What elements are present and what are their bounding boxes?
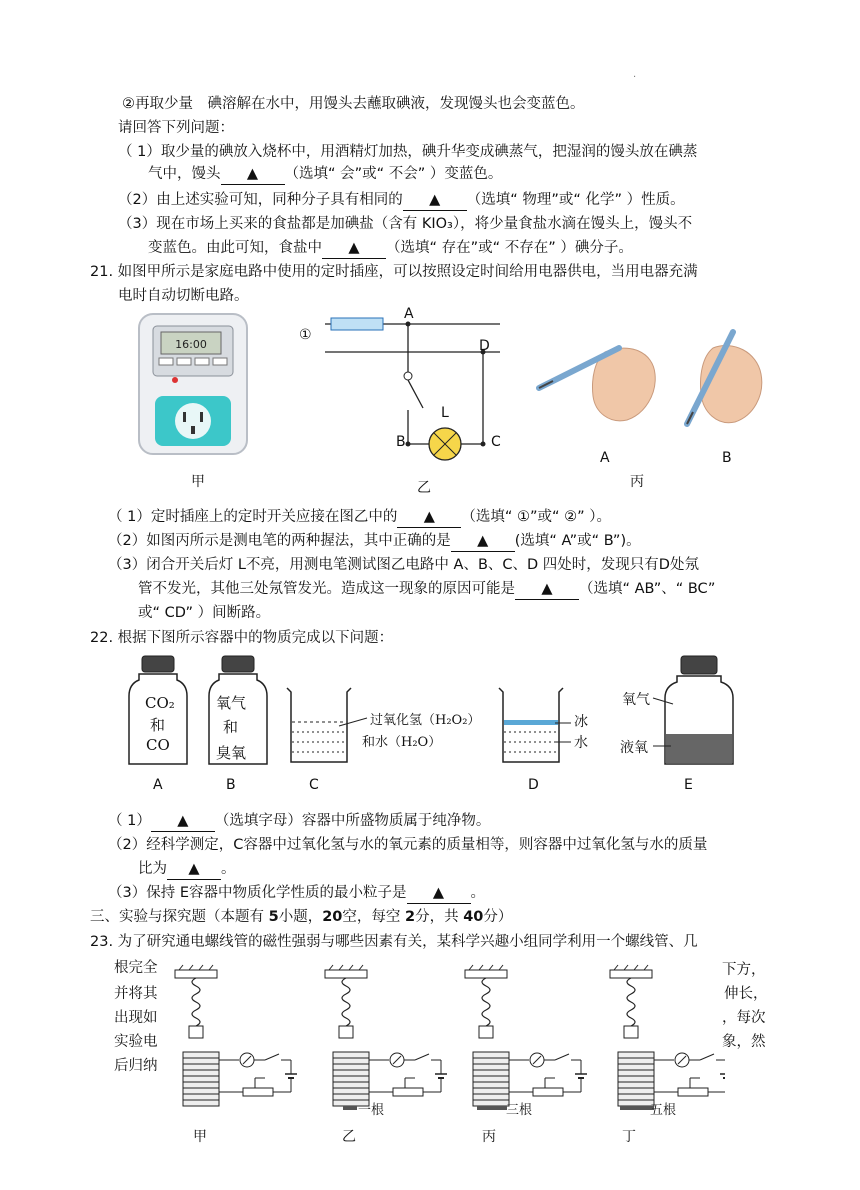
answer-blank[interactable]: ▲ — [515, 579, 579, 600]
q20-p1-line1: （ 1）取少量的碘放入烧杯中，用酒精灯加热，碘升华变成碘蒸气，把湿润的馒头放在碘蒸 — [118, 144, 698, 160]
beaker-C-label1: 过氧化氢（H₂O₂） — [370, 713, 481, 728]
fig-caption-23-yi: 乙 — [342, 1129, 356, 1145]
socket-time: 16:00 — [175, 338, 207, 351]
bottle-A-text1: CO₂ — [145, 694, 175, 712]
label-pen-B: B — [722, 450, 732, 466]
solenoid-bing — [465, 965, 587, 1106]
socket-key — [177, 358, 191, 365]
q22-p3 — [108, 883, 485, 904]
socket-key — [213, 358, 227, 365]
text: 分） — [483, 909, 513, 925]
bottle-A-text3: CO — [146, 736, 170, 754]
text: （ 1） — [108, 813, 151, 829]
text: 分，共 — [415, 909, 464, 925]
label-L: L — [441, 405, 449, 421]
text: （ 1）定时插座上的定时开关应接在图乙中的 — [108, 509, 398, 525]
solenoid-figures — [165, 960, 725, 1110]
q20-prompt: 请回答下列问题： — [118, 120, 234, 136]
text: 小题， — [278, 909, 323, 925]
text: 空，每空 — [342, 909, 405, 925]
fig-caption-23-bing: 丙 — [482, 1129, 496, 1145]
text: （选填“ 会”或“ 不会” ）变蓝色。 — [284, 166, 503, 182]
fuse — [331, 318, 383, 330]
q22-p2-line2 — [138, 859, 236, 880]
q23-frag-right: 下方， — [722, 962, 766, 978]
label-C: C — [491, 434, 501, 450]
answer-blank[interactable]: ▲ — [397, 507, 461, 528]
container-letter-D: D — [528, 777, 539, 793]
text: （选填“ AB”、“ BC” — [579, 581, 716, 597]
container-letter-E: E — [684, 777, 693, 793]
q20-step2: ②再取少量 碘溶解在水中，用馒头去蘸取碘液，发现馒头也会变蓝色。 — [122, 96, 585, 112]
q20-p3-line2 — [148, 238, 633, 259]
text: 三、实验与探究题（本题有 — [90, 909, 269, 925]
count: 2 — [405, 909, 416, 925]
hand-A — [539, 348, 655, 421]
answer-blank[interactable]: ▲ — [322, 238, 386, 259]
text: 。 — [221, 861, 236, 877]
solenoid-ding — [610, 965, 725, 1106]
beaker-D — [499, 688, 571, 762]
text: （选填“ ①”或“ ②” ）。 — [461, 509, 611, 525]
q20-p3-line1: （3）现在市场上买来的食盐都是加碘盐（含有 KIO₃），将少量食盐水滴在馒头上，馒头不 — [118, 216, 693, 232]
q21-p3-line2 — [138, 579, 715, 600]
answer-blank[interactable]: ▲ — [403, 190, 467, 211]
container-letter-C: C — [309, 777, 319, 793]
q21-p2 — [108, 531, 641, 552]
answer-blank[interactable]: ▲ — [221, 164, 285, 185]
bottle-B-text3: 臭氧 — [216, 744, 247, 762]
q20-p1-line2 — [148, 164, 502, 185]
q21-stem-line2: 电时自动切断电路。 — [118, 288, 249, 304]
text: （选填字母）容器中所盛物质属于纯净物。 — [214, 813, 491, 829]
timer-socket-figure — [135, 312, 255, 462]
core-label-one: 一根 — [358, 1103, 385, 1118]
label-D: D — [479, 338, 490, 354]
q23-frag-right: ，每次 — [722, 1010, 766, 1026]
q23-frag-left: 实验电 — [114, 1034, 158, 1050]
node-A — [406, 322, 411, 327]
text: (选填“ A”或“ B”)。 — [514, 533, 641, 549]
iron-core-3 — [477, 1106, 507, 1110]
bottle-E-liquid-oxygen: 液氧 — [620, 740, 648, 756]
answer-blank[interactable]: ▲ — [407, 883, 471, 904]
iron-core-1 — [343, 1106, 357, 1110]
switch-contact — [404, 372, 412, 380]
text: （选填“ 存在”或“ 不存在” ）碘分子。 — [386, 240, 633, 256]
fig-caption-yi: 乙 — [417, 480, 431, 496]
solenoid-jia — [175, 965, 297, 1106]
corner-mark: · — [633, 72, 637, 83]
q22-p2-line1: （2）经科学测定，C容器中过氧化氢与水的氧元素的质量相等，则容器中过氧化氢与水的质量 — [108, 837, 708, 853]
count: 20 — [322, 909, 343, 925]
beaker-D-ice: 冰 — [574, 714, 588, 730]
label-circle-1: ① — [299, 327, 312, 343]
core-label-three: 三根 — [506, 1103, 533, 1118]
switch-blade — [408, 380, 423, 408]
answer-blank[interactable]: ▲ — [451, 531, 515, 552]
q22-stem: 22. 根据下图所示容器中的物质完成以下问题： — [90, 630, 394, 646]
q21-stem-line1: 21. 如图甲所示是家庭电路中使用的定时插座，可以按照设定时间给用电器供电，当用电器充满 — [90, 264, 698, 280]
q21-p3-line3: 或“ CD” ）间断路。 — [138, 605, 271, 621]
count: 5 — [268, 909, 279, 925]
container-letter-B: B — [226, 777, 236, 793]
answer-blank[interactable]: ▲ — [151, 811, 215, 832]
beaker-C — [287, 688, 367, 762]
q23-stem-line1: 23. 为了研究通电螺线管的磁性强弱与哪些因素有关，某科学兴趣小组同学利用一个螺线管、几 — [90, 934, 698, 950]
outlet-hole — [183, 412, 186, 422]
q20-p2 — [118, 190, 685, 211]
text: （2）由上述实验可知，同种分子具有相同的 — [118, 192, 403, 208]
label-B: B — [396, 434, 406, 450]
fig-caption-23-ding: 丁 — [622, 1129, 636, 1145]
bottle-B-text2: 和 — [223, 718, 239, 736]
bottle-E — [653, 656, 733, 764]
text: 。 — [470, 885, 485, 901]
container-letter-A: A — [153, 777, 163, 793]
q21-p3-line1: （3）闭合开关后灯 L不亮，用测电笔测试图乙电路中 A、B、C、D 四处时，发现只有D处氖 — [108, 557, 699, 573]
beaker-C-label2: 和水（H₂O） — [362, 735, 442, 750]
core-label-five: 五根 — [650, 1103, 677, 1118]
node-B — [406, 442, 411, 447]
iron-core-5 — [620, 1106, 654, 1110]
text: 气中，馒头 — [148, 166, 221, 182]
text: 比为 — [138, 861, 167, 877]
q23-frag-left: 后归纳 — [114, 1058, 158, 1074]
q23-frag-left: 根完全 — [114, 960, 158, 976]
label-A: A — [404, 306, 414, 322]
socket-key — [159, 358, 173, 365]
text: 变蓝色。由此可知，食盐中 — [148, 240, 322, 256]
q21-p1 — [108, 507, 611, 528]
text: 管不发光，其他三处氖管发光。造成这一现象的原因可能是 — [138, 581, 515, 597]
fig-caption-jia: 甲 — [191, 474, 205, 490]
fig-caption-23-jia: 甲 — [193, 1129, 207, 1145]
solenoid-yi — [325, 965, 447, 1106]
socket-key — [195, 358, 209, 365]
outlet-hole — [191, 426, 195, 434]
q23-frag-right: 伸长， — [724, 986, 768, 1002]
text: （3）保持 E容器中物质化学性质的最小粒子是 — [108, 885, 407, 901]
q23-frag-left: 出现如 — [114, 1010, 158, 1026]
outlet-hole — [200, 412, 203, 422]
count: 40 — [463, 909, 484, 925]
label-pen-A: A — [600, 450, 610, 466]
bottle-E-oxygen: 氧气 — [622, 692, 650, 708]
text: （选填“ 物理”或“ 化学” ）性质。 — [466, 192, 685, 208]
q23-frag-right: 象，然 — [722, 1034, 766, 1050]
beaker-D-water: 水 — [574, 735, 588, 751]
text: （2）如图丙所示是测电笔的两种握法，其中正确的是 — [108, 533, 451, 549]
bottle-A-text2: 和 — [150, 716, 166, 734]
answer-blank[interactable]: ▲ — [167, 859, 221, 880]
q22-p1 — [108, 811, 490, 832]
node-C — [481, 442, 486, 447]
q23-frag-left: 并将其 — [114, 986, 158, 1002]
socket-led — [172, 377, 178, 383]
hand-B — [687, 332, 762, 424]
section3-heading — [90, 907, 512, 927]
bottle-B-text1: 氧气 — [216, 694, 247, 712]
fig-caption-bing: 丙 — [630, 474, 644, 490]
test-pen-figure — [535, 312, 775, 442]
